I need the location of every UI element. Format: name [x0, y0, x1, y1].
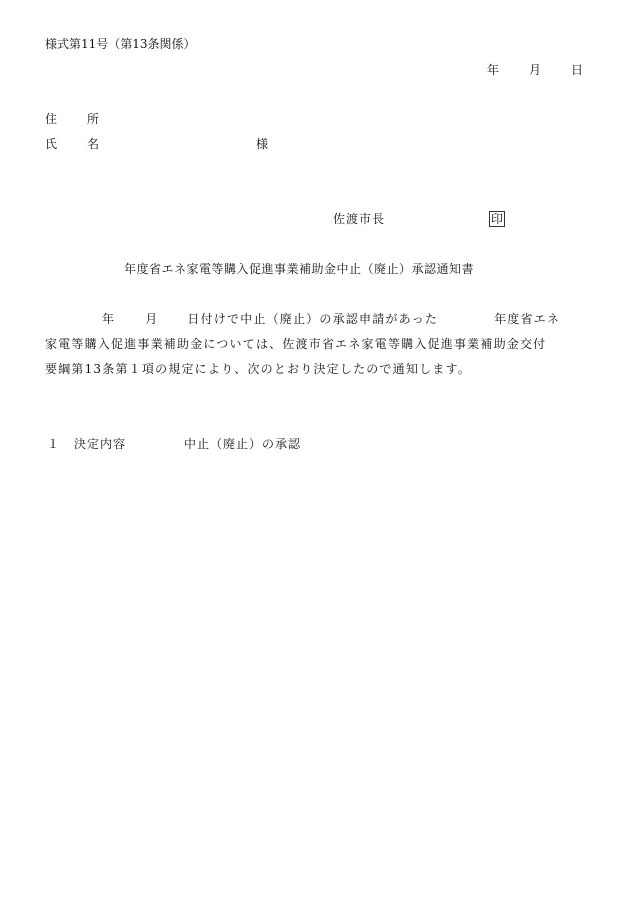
date-line [487, 64, 583, 76]
date-day: 日 [571, 63, 584, 77]
name-label: 氏 名 [45, 137, 100, 151]
body-paragraph: 年 月 日付けで中止（廃止）の承認申請があった 年度省エネ 家電等購入促進事業補助金については、佐渡市省エネ家電等購入促進事業補助金交付 要綱第13条第１項の規定により、次のとおり決定したので通知します。 [45, 312, 561, 376]
document-title: 年度省エネ家電等購入促進事業補助金中止（廃止）承認通知書 [124, 262, 475, 276]
address-label: 住 所 [45, 112, 100, 126]
decision-value: 中止（廃止）の承認 [184, 437, 302, 451]
honorific: 様 [256, 137, 269, 151]
date-year: 年 [487, 63, 500, 77]
decision-item [47, 438, 301, 450]
decision-label: 決定内容 [74, 437, 127, 451]
form-number: 様式第11号（第13条関係） [45, 37, 196, 51]
date-month: 月 [529, 63, 542, 77]
decision-number: １ [47, 437, 61, 451]
issuer-title: 佐渡市長 [333, 212, 386, 226]
issuer-seal [489, 211, 505, 227]
seal-mark: 印 [491, 212, 504, 226]
